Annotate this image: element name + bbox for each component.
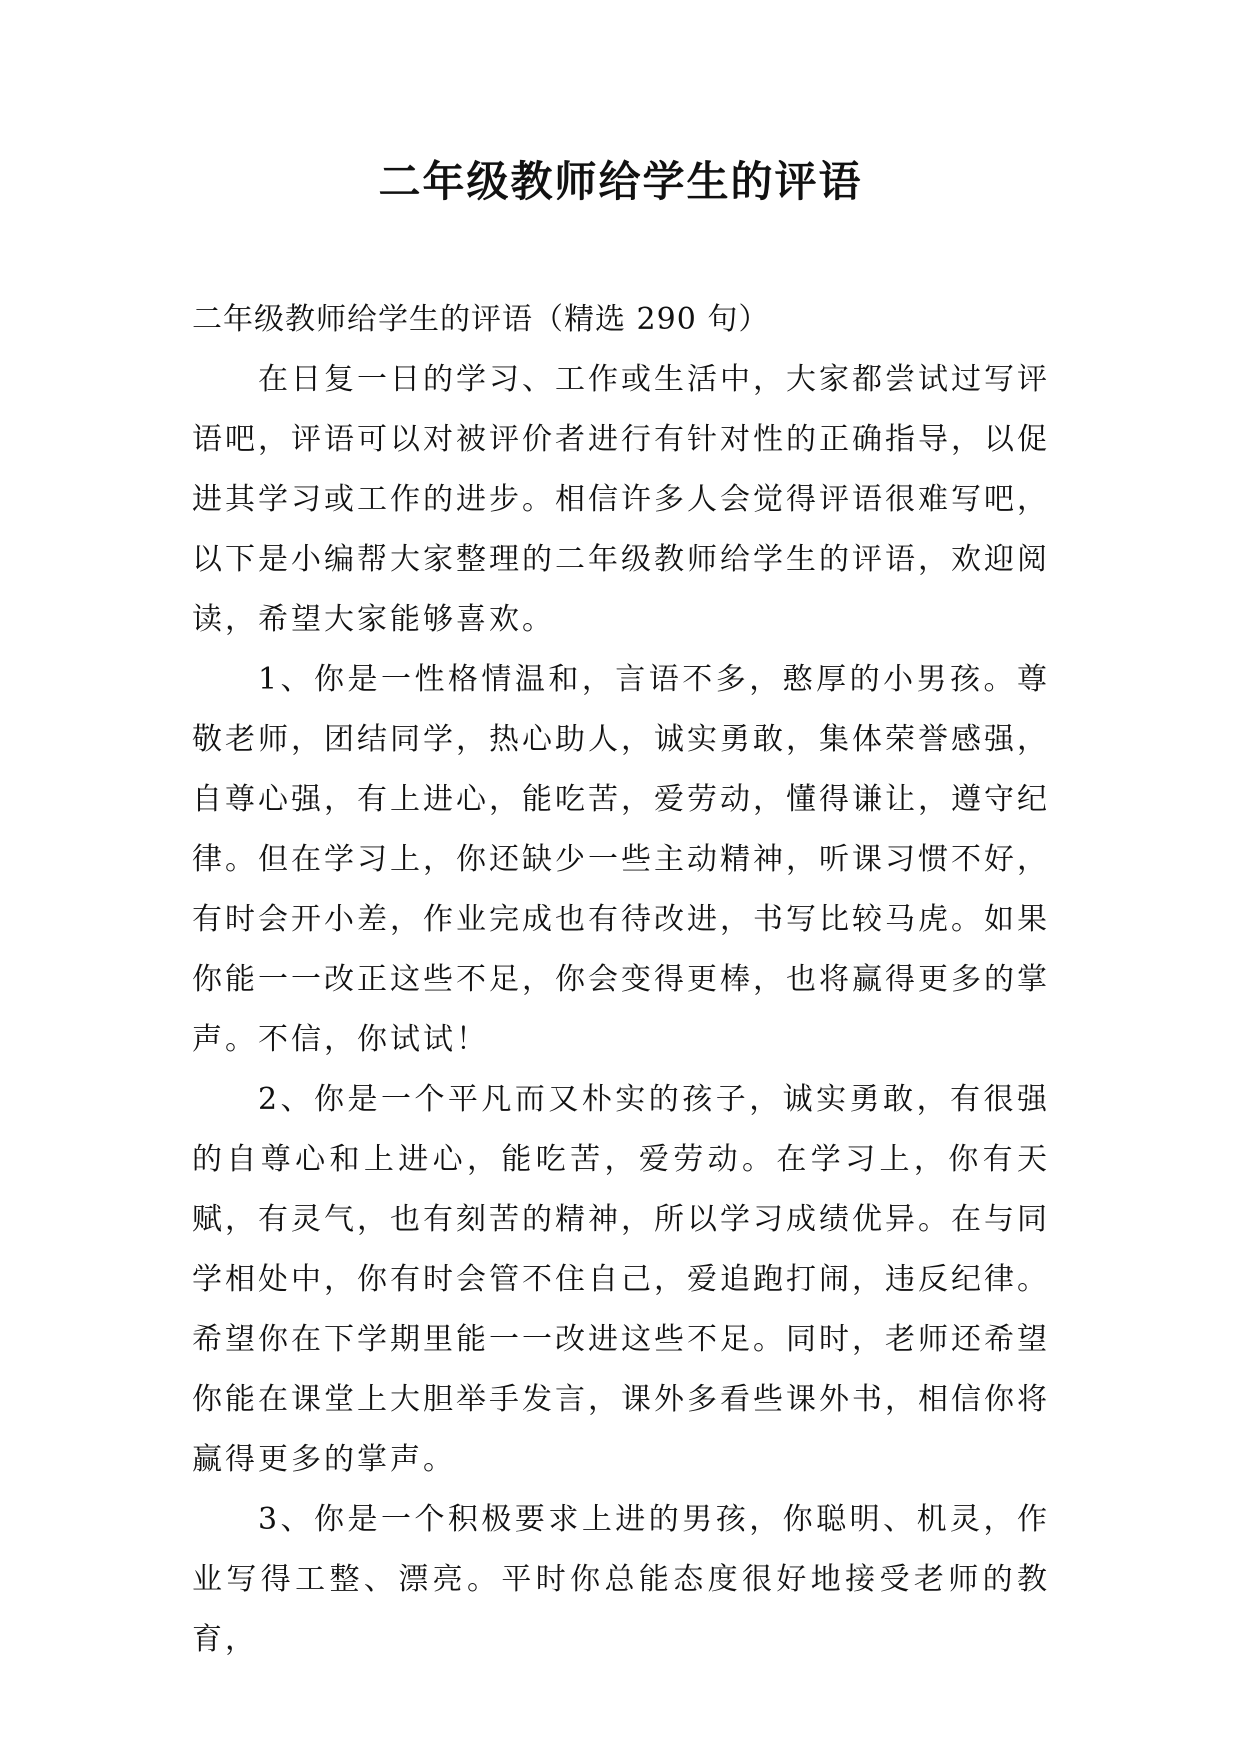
comment-paragraph-1: 1、你是一性格情温和，言语不多，憨厚的小男孩。尊敬老师，团结同学，热心助人，诚实勇敢，集体荣誉感强，自尊心强，有上进心，能吃苦，爱劳动，懂得谦让，遵守纪律。但在学习上，你还缺少一些主动精神，听课习惯不好，有时会开小差，作业完成也有待改进，书写比较马虎。如果你能一一改正这些不足，你会变得更棒，也将赢得更多的掌声。不信，你试试！ <box>192 662 1050 1057</box>
document-title: 二年级教师给学生的评语 <box>378 157 863 206</box>
document-body <box>192 290 1050 1670</box>
intro-paragraph: 在日复一日的学习、工作或生活中，大家都尝试过写评语吧，评语可以对被评价者进行有针对性的正确指导，以促进其学习或工作的进步。相信许多人会觉得评语很难写吧，以下是小编帮大家整理的二年级教师给学生的评语，欢迎阅读，希望大家能够喜欢。 <box>192 362 1050 637</box>
document-subtitle: 二年级教师给学生的评语（精选 290 句） <box>192 302 770 337</box>
comment-paragraph-2: 2、你是一个平凡而又朴实的孩子，诚实勇敢，有很强的自尊心和上进心，能吃苦，爱劳动。在学习上，你有天赋，有灵气，也有刻苦的精神，所以学习成绩优异。在与同学相处中，你有时会管不住自己，爱追跑打闹，违反纪律。希望你在下学期里能一一改进这些不足。同时，老师还希望你能在课堂上大胆举手发言，课外多看些课外书，相信你将赢得更多的掌声。 <box>192 1082 1050 1477</box>
comment-paragraph-3: 3、你是一个积极要求上进的男孩，你聪明、机灵，作业写得工整、漂亮。平时你总能态度很好地接受老师的教育， <box>192 1502 1050 1657</box>
